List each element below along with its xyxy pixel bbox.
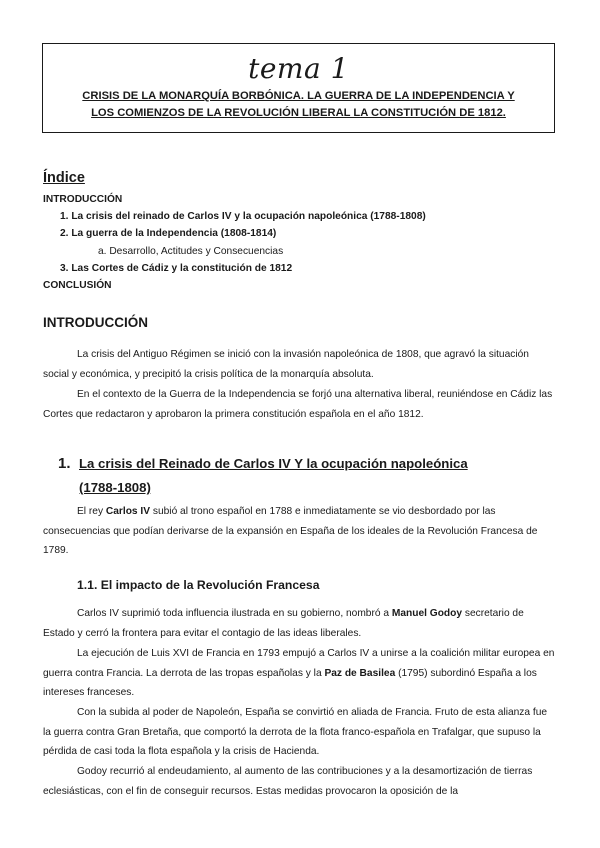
index-item-2: 2. La guerra de la Independencia (1808-1814): [60, 228, 277, 239]
index-conclusion: CONCLUSIÓN: [43, 280, 112, 291]
section-1-number: 1.: [58, 455, 71, 472]
subtitle-line-2: LOS COMIENZOS DE LA REVOLUCIÓN LIBERAL LA CONSTITUCIÓN DE 1812.: [91, 107, 506, 119]
carlos-iv-bold: Carlos IV: [105, 506, 151, 517]
intro-heading: INTRODUCCIÓN: [43, 315, 148, 330]
section-1-1-paragraph-3: Con la subida al poder de Napoleón, España se convirtió en aliada de Francia. Fruto de esta alianza fue la guerra contra Gran Bretaña, que comportó la derrota de la flota franco-española en Trafalgar, que supuso la pérdida de casi toda la flota española y la crisis de Hacienda.: [43, 707, 548, 757]
section-1-title-line-1: La crisis del Reinado de Carlos IV Y la ocupación napoleónica: [79, 456, 468, 471]
intro-paragraph-1: La crisis del Antiguo Régimen se inició con la invasión napoleónica de 1808, que agravó la situación social y económica, y precipitó la crisis política de la monarquía absoluta.: [43, 349, 529, 380]
subtitle-line-1: CRISIS DE LA MONARQUÍA BORBÓNICA. LA GUERRA DE LA INDEPENDENCIA Y: [82, 90, 515, 102]
title-box: [42, 43, 555, 133]
section-1-title-line-2: (1788-1808): [79, 480, 151, 495]
section-1-1-paragraph-2: La ejecución de Luis XVI de Francia en 1793 empujó a Carlos IV a unirse a la coalición militar europea en guerra contra Francia. La derrota de las tropas españolas y la Paz de Basilea (1795) subordinó España a los intereses franceses.: [43, 648, 555, 698]
section-1-1-paragraph-4: Godoy recurrió al endeudamiento, al aumento de las contribuciones y a la desamortización de tierras eclesiásticas, con el fin de conseguir recursos. Estas medidas provocaron la oposición de la: [43, 766, 533, 797]
index-item-1: 1. La crisis del reinado de Carlos IV y la ocupación napoleónica (1788-1808): [60, 211, 426, 222]
document-subtitle: [43, 88, 554, 122]
index-introduccion: INTRODUCCIÓN: [43, 194, 123, 205]
section-1-1-heading: 1.1. El impacto de la Revolución Francesa: [77, 578, 320, 592]
section-1-paragraph: El rey Carlos IV subió al trono español en 1788 e inmediatamente se vio desbordado por las consecuencias que podían derivarse de la expansión en España de los ideales de la Revolución Francesa de 1789.: [43, 506, 538, 556]
intro-paragraph-2: En el contexto de la Guerra de la Independencia se forjó una alternativa liberal, reuniéndose en Cádiz las Cortes que redactaron y aprobaron la primera constitución española en el año 1812.: [43, 389, 553, 420]
document-title: tema 1: [248, 52, 349, 85]
index-item-2a: a. Desarrollo, Actitudes y Consecuencias: [98, 246, 284, 257]
index-item-3: 3. Las Cortes de Cádiz y la constitución de 1812: [60, 263, 293, 274]
index-title: Índice: [43, 170, 85, 186]
section-1-1-paragraph-1: Carlos IV suprimió toda influencia ilustrada en su gobierno, nombró a Manuel Godoy secretario de Estado y cerró la frontera para evitar el contagio de las ideas liberales.: [43, 608, 524, 639]
paz-de-basilea-bold: Paz de Basilea: [324, 667, 396, 679]
section-1-heading: [58, 452, 538, 500]
manuel-godoy-bold: Manuel Godoy: [391, 608, 463, 619]
